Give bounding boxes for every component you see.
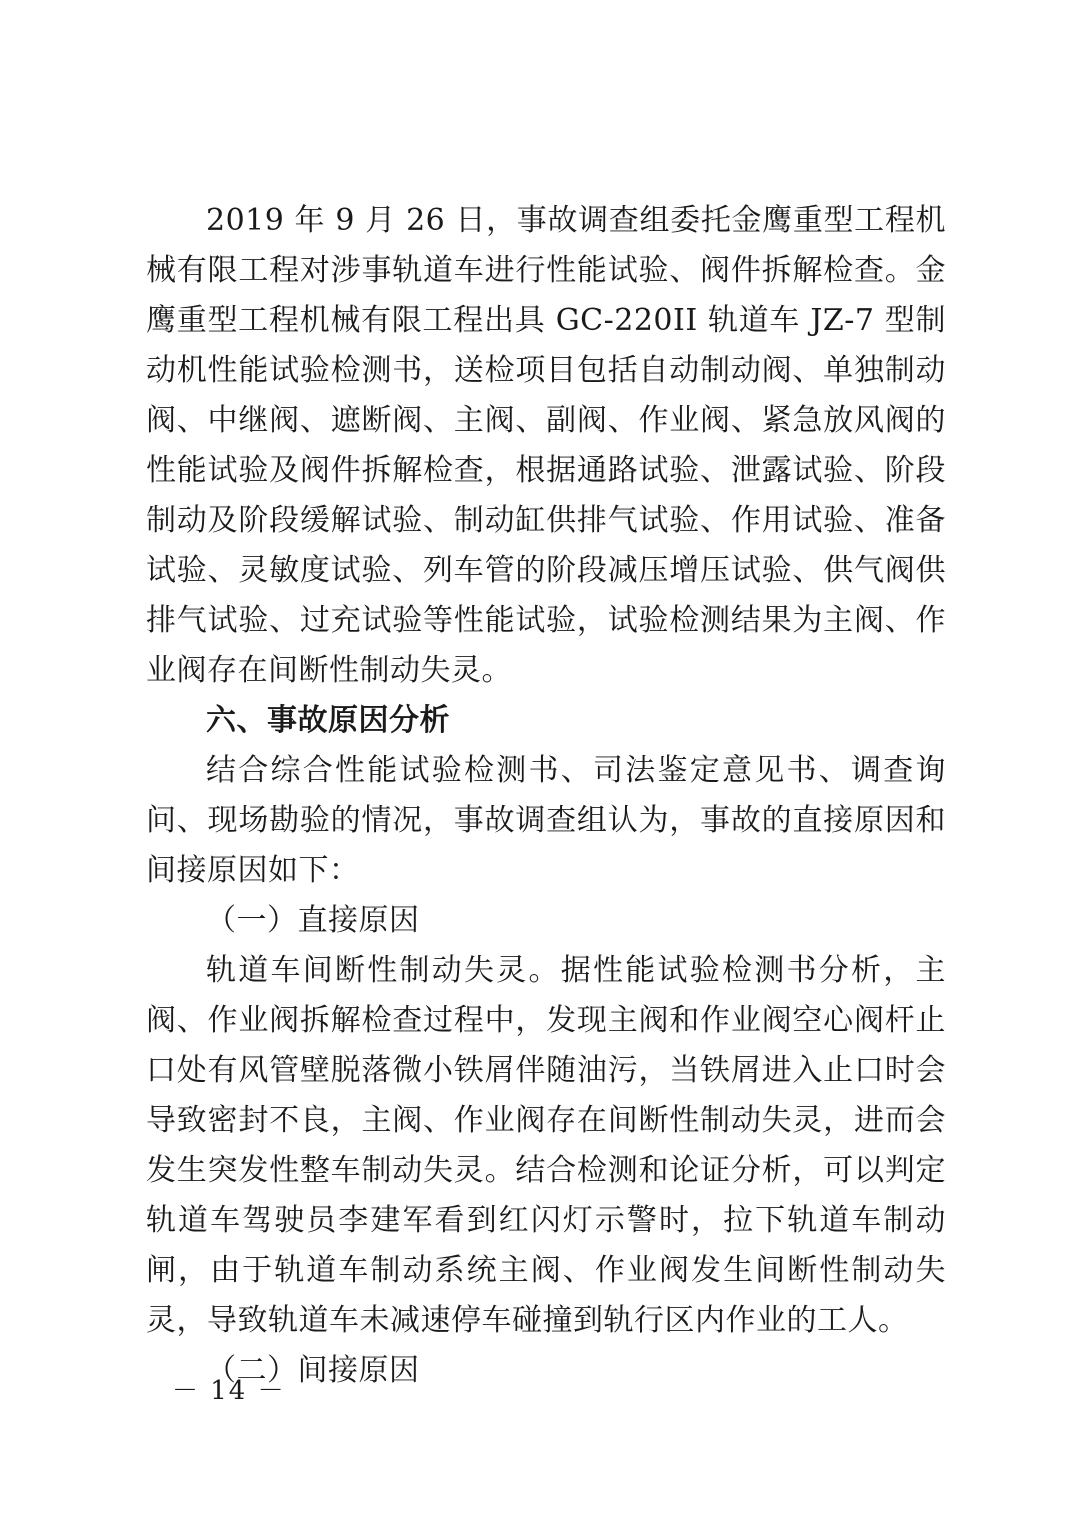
section-heading-cause-analysis: 六、事故原因分析 <box>206 703 450 738</box>
subheading-direct-cause: （一）直接原因 <box>206 903 420 938</box>
document-body <box>146 196 946 1396</box>
subheading-indirect-cause: （二）间接原因 <box>206 1353 420 1388</box>
paragraph-direct-cause: 轨道车间断性制动失灵。据性能试验检测书分析，主阀、作业阀拆解检查过程中，发现主阀和作业阀空心阀杆止口处有风管壁脱落微小铁屑伴随油污，当铁屑进入止口时会导致密封不良，主阀、作业阀存在间断性制动失灵，进而会发生突发性整车制动失灵。结合检测和论证分析，可以判定轨道车驾驶员李建军看到红闪灯示警时，拉下轨道车制动闸，由于轨道车制动系统主阀、作业阀发生间断性制动失灵，导致轨道车未减速停车碰撞到轨行区内作业的工人。 <box>146 953 946 1338</box>
paragraph-analysis-intro: 结合综合性能试验检测书、司法鉴定意见书、调查询问、现场勘验的情况，事故调查组认为，事故的直接原因和间接原因如下： <box>146 753 946 888</box>
page-number: － 14 － <box>172 1376 286 1406</box>
paragraph-test-results: 2019 年 9 月 26 日，事故调查组委托金鹰重型工程机械有限工程对涉事轨道车进行性能试验、阀件拆解检查。金鹰重型工程机械有限工程出具 GC-220II 轨道车 JZ-7 型制动机性能试验检测书，送检项目包括自动制动阀、单独制动阀、中继阀、遮断阀、主阀、副阀、作业阀、紧急放风阀的性能试验及阀件拆解检查，根据通路试验、泄露试验、阶段制动及阶段缓解试验、制动缸供排气试验、作用试验、准备试验、灵敏度试验、列车管的阶段减压增压试验、供气阀供排气试验、过充试验等性能试验，试验检测结果为主阀、作业阀存在间断性制动失灵。 <box>146 203 946 688</box>
